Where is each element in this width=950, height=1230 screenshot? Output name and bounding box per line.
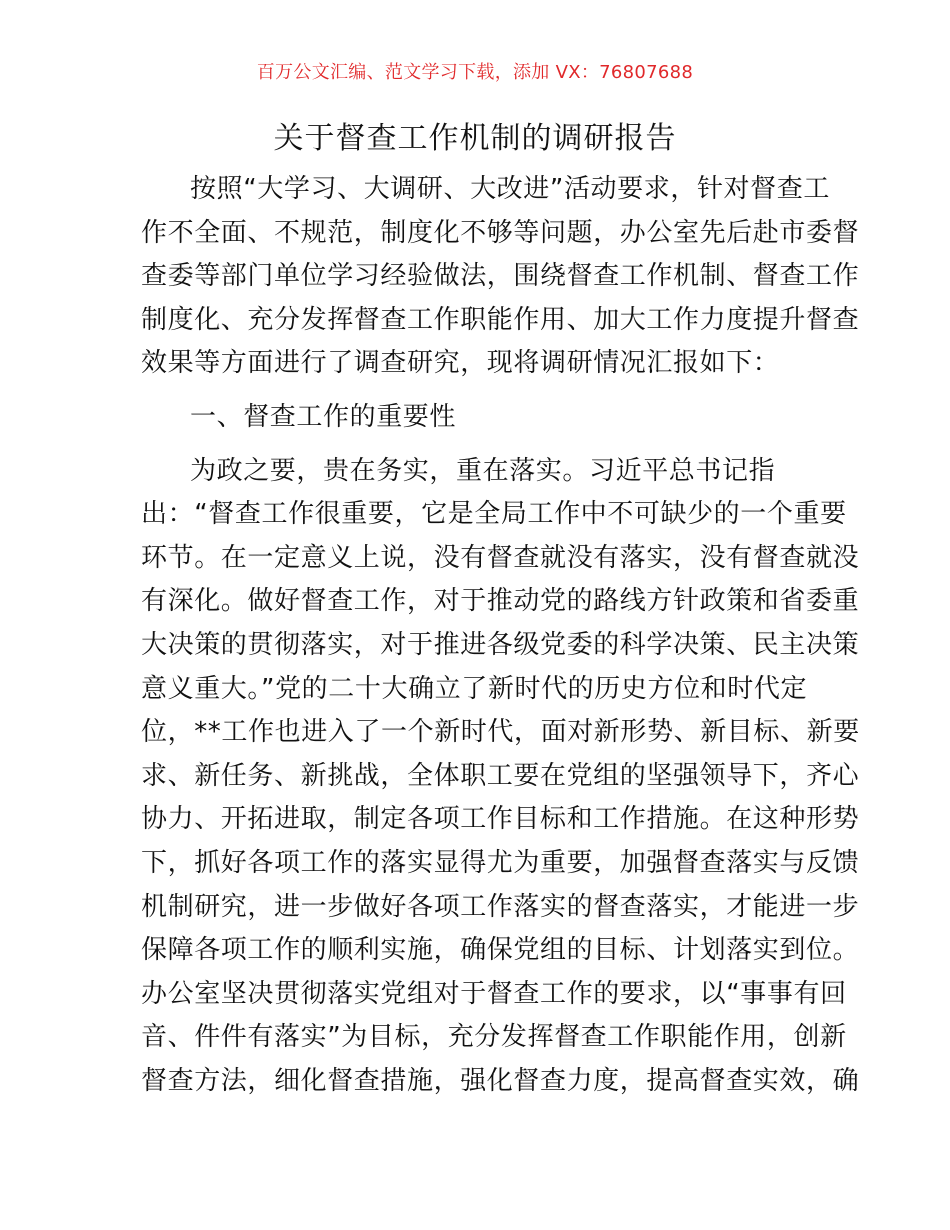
text-line: 保障各项工作的顺利实施，确保党组的目标、计划落实到位。 bbox=[141, 935, 860, 966]
text-line: 查委等部门单位学习经验做法，围绕督查工作机制、督查工作 bbox=[141, 261, 860, 292]
text-line: 机制研究，进一步做好各项工作落实的督查落实，才能进一步 bbox=[141, 891, 860, 922]
text-line: 意义重大。”党的二十大确立了新时代的历史方位和时代定 bbox=[141, 673, 808, 704]
text-line: 有深化。做好督查工作，对于推动党的路线方针政策和省委重 bbox=[141, 586, 860, 617]
text-line: 督查方法，细化督查措施，强化督查力度，提高督查实效，确 bbox=[141, 1065, 860, 1096]
section-heading bbox=[141, 396, 816, 440]
text-line: 环节。在一定意义上说，没有督查就没有落实，没有督查就没 bbox=[141, 542, 860, 573]
text-line: 办公室坚决贯彻落实党组对于督查工作的要求，以“事事有回 bbox=[141, 978, 847, 1009]
text-line: 求、新任务、新挑战，全体职工要在党组的坚强领导下，齐心 bbox=[141, 760, 860, 791]
document-body bbox=[141, 168, 860, 1103]
text-line: 效果等方面进行了调查研究，现将调研情况汇报如下： bbox=[141, 348, 780, 379]
paragraph-intro bbox=[141, 168, 860, 386]
text-line: 大决策的贯彻落实，对于推进各级党委的科学决策、民主决策 bbox=[141, 629, 860, 660]
text-line: 为政之要，贵在务实，重在落实。习近平总书记指 bbox=[190, 455, 776, 486]
text-line: 协力、开拓进取，制定各项工作目标和工作措施。在这种形势 bbox=[141, 804, 860, 835]
text-line: 下，抓好各项工作的落实显得尤为重要，加强督查落实与反馈 bbox=[141, 847, 860, 878]
text-line: 作不全面、不规范，制度化不够等问题，办公室先后赴市委督 bbox=[141, 217, 860, 248]
watermark-banner: 百万公文汇编、范文学习下载，添加 VX：76807688 bbox=[256, 62, 694, 83]
section-heading-text: 一、督查工作的重要性 bbox=[190, 401, 457, 432]
text-line: 制度化、充分发挥督查工作职能作用、加大工作力度提升督查 bbox=[141, 304, 860, 335]
document-title: 关于督查工作机制的调研报告 bbox=[273, 121, 677, 156]
text-line: 音、件件有落实”为目标，充分发挥督查工作职能作用，创新 bbox=[141, 1022, 847, 1053]
text-line: 出：“督查工作很重要，它是全局工作中不可缺少的一个重要 bbox=[141, 499, 847, 530]
text-line: 位，**工作也进入了一个新时代，面对新形势、新目标、新要 bbox=[141, 717, 860, 748]
paragraph-importance bbox=[141, 450, 860, 1104]
text-line: 按照“大学习、大调研、大改进”活动要求，针对督查工 bbox=[190, 174, 830, 204]
